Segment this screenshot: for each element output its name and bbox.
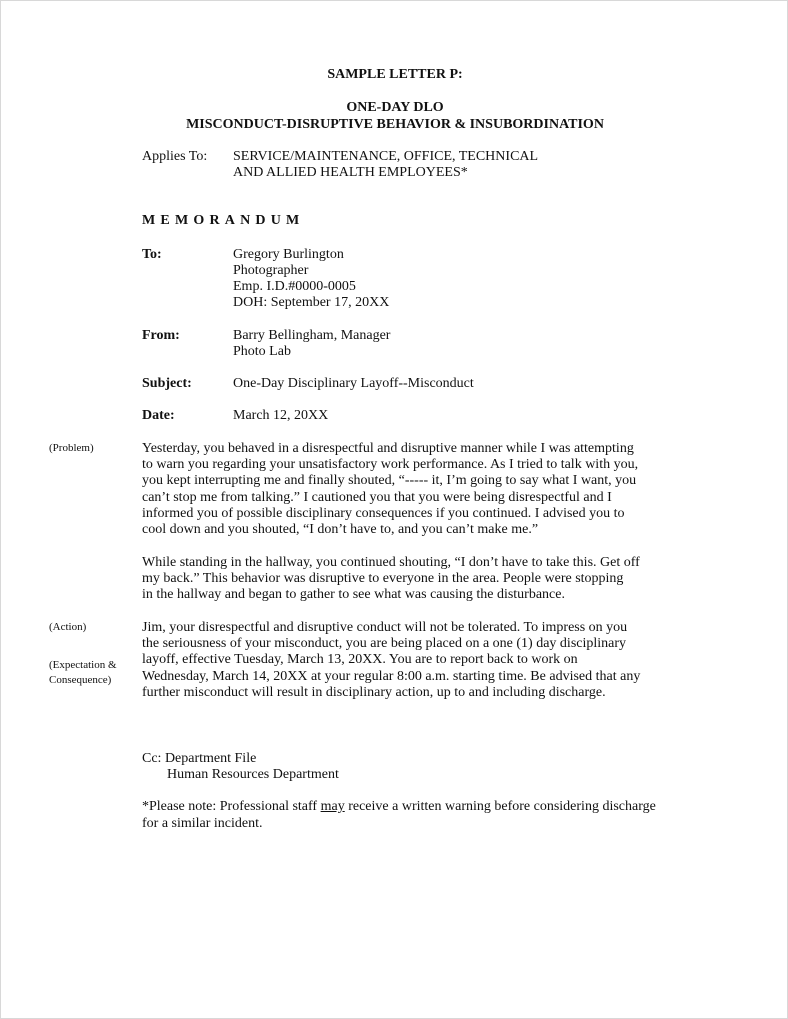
from-name: Barry Bellingham, Manager: [233, 328, 391, 343]
note-line2: for a similar incident.: [142, 816, 263, 831]
subject-label: Subject:: [142, 376, 192, 391]
to-label: To:: [142, 247, 162, 262]
to-doh: DOH: September 17, 20XX: [233, 295, 390, 310]
note-emphasis: may: [320, 799, 345, 814]
memorandum-title: MEMORANDUM: [142, 213, 305, 228]
to-title: Photographer: [233, 263, 309, 278]
hallway-paragraph: [142, 555, 662, 604]
paragraph-line: While standing in the hallway, you continued shouting, “I don’t have to take this. Get off: [142, 555, 640, 570]
paragraph-line: can’t stop me from talking.” I cautioned you that you were being disrespectful and I: [142, 489, 612, 505]
note-prefix: *Please note: Professional staff: [142, 799, 321, 814]
paragraph-line: further misconduct will result in disciplinary action, up to and including discharge.: [142, 684, 606, 700]
paragraph-line: Jim, your disrespectful and disruptive conduct will not be tolerated. To impress on you: [142, 620, 628, 635]
margin-note-problem: (Problem): [49, 442, 94, 454]
from-label: From:: [142, 328, 180, 343]
applies-to-line2: AND ALLIED HEALTH EMPLOYEES*: [233, 165, 468, 180]
margin-note-expectation-1: (Expectation &: [49, 659, 117, 671]
paragraph-line: in the hallway and began to gather to see what was causing the disturbance.: [142, 587, 565, 603]
paragraph-line: cool down and you shouted, “I don’t have to, and you can’t make me.”: [142, 522, 539, 538]
applies-to-label: Applies To:: [142, 149, 208, 164]
date-label: Date:: [142, 408, 175, 423]
paragraph-line: Yesterday, you behaved in a disrespectful and disruptive manner while I was attempting: [142, 441, 634, 456]
paragraph-line: Wednesday, March 14, 20XX at your regular 8:00 a.m. starting time. Be advised that any: [142, 668, 641, 684]
date-value: March 12, 20XX: [233, 408, 329, 423]
sample-letter-label: SAMPLE LETTER P:: [327, 67, 463, 82]
to-emp-id: Emp. I.D.#0000-0005: [233, 279, 356, 294]
paragraph-line: to warn you regarding your unsatisfactory work performance. As I tried to talk with you,: [142, 457, 639, 473]
margin-note-expectation-2: Consequence): [49, 674, 112, 686]
note-suffix: receive a written warning before considering discharge: [344, 799, 656, 814]
note-line1: [142, 799, 656, 815]
paragraph-line: my back.” This behavior was disruptive to everyone in the area. People were stopping: [142, 571, 624, 587]
paragraph-line: layoff, effective Tuesday, March 13, 20XX. You are to report back to work on: [142, 652, 578, 668]
paragraph-line: informed you of possible disciplinary consequences if you continued. I advised you to: [142, 505, 625, 521]
margin-note-action: (Action): [49, 621, 87, 633]
cc-line1: Cc: Department File: [142, 751, 257, 766]
applies-to-line1: SERVICE/MAINTENANCE, OFFICE, TECHNICAL: [233, 149, 539, 164]
action-paragraph: [142, 620, 662, 701]
problem-paragraph: [142, 441, 662, 538]
to-name: Gregory Burlington: [233, 247, 344, 262]
cc-line2: Human Resources Department: [167, 767, 339, 782]
from-dept: Photo Lab: [233, 344, 291, 359]
paragraph-line: you kept interrupting me and finally shouted, “----- it, I’m going to say what I want, you: [142, 473, 637, 489]
letter-subtitle: MISCONDUCT-DISRUPTIVE BEHAVIOR & INSUBORDINATION: [186, 117, 604, 132]
subject-value: One-Day Disciplinary Layoff--Misconduct: [233, 376, 474, 391]
dlo-title: ONE-DAY DLO: [346, 100, 444, 115]
paragraph-line: the seriousness of your misconduct, you are being placed on a one (1) day disciplinary: [142, 636, 627, 652]
